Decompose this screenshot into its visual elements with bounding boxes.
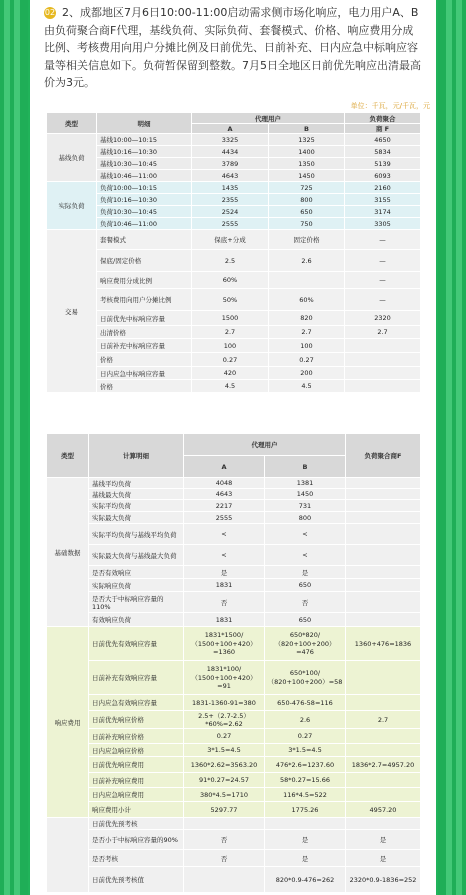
value-cell: 否 (184, 830, 265, 850)
table-row (47, 850, 421, 867)
table-row (47, 744, 421, 757)
value-cell: 1360*2.62=3563.20 (184, 757, 265, 773)
value-cell: 2555 (184, 512, 265, 524)
value-cell: 固定价格 (269, 230, 345, 250)
table-row (47, 230, 421, 250)
row-label-cell: 日前优先中标响应容量 (97, 311, 192, 326)
value-cell: 2217 (184, 500, 265, 512)
value-cell: 731 (265, 500, 346, 512)
row-label-cell: 基线平均负荷 (89, 478, 184, 489)
value-cell: 否 (184, 592, 265, 613)
value-cell: 1381 (265, 478, 346, 489)
row-label-cell: 日前补充响应费用 (89, 773, 184, 788)
table-row (47, 478, 421, 489)
value-cell (346, 500, 421, 512)
value-cell: 3*1.5=4.5 (265, 744, 346, 757)
value-cell: 116*4.5=522 (265, 788, 346, 802)
row-label-cell: 基线最大负荷 (89, 489, 184, 500)
value-cell: 3305 (345, 218, 421, 230)
value-cell (346, 695, 421, 711)
value-cell (269, 272, 345, 289)
row-label-cell: 日前补充响应价格 (89, 729, 184, 744)
table-row (47, 788, 421, 802)
value-cell: 2320 (345, 311, 421, 326)
value-cell: 是 (346, 850, 421, 867)
value-cell (265, 818, 346, 830)
value-cell: 2355 (192, 194, 269, 206)
value-cell: 800 (269, 194, 345, 206)
value-cell: 1325 (269, 134, 345, 146)
row-label-cell: 实际最大负荷与基线最大负荷 (89, 545, 184, 566)
value-cell: 1400 (269, 146, 345, 158)
value-cell: 否 (265, 592, 346, 613)
value-cell: 保底+分成 (192, 230, 269, 250)
row-label-cell: 出清价格 (97, 326, 192, 339)
table-row (47, 592, 421, 613)
row-label-cell: 实际平均负荷 (89, 500, 184, 512)
value-cell: 1836*2.7=4957.20 (346, 757, 421, 773)
table-row (47, 802, 421, 818)
value-cell: 60% (192, 272, 269, 289)
value-cell: 1831 (184, 613, 265, 627)
value-cell: 2320*0.9-1836=252 (346, 867, 421, 893)
table-row (47, 146, 421, 158)
value-cell: 5834 (345, 146, 421, 158)
value-cell (346, 613, 421, 627)
col-header-detail: 计算明细 (89, 434, 184, 478)
value-cell: 1831-1360-91=380 (184, 695, 265, 711)
value-cell: 4.5 (192, 380, 269, 393)
value-cell: 58*0.27=15.66 (265, 773, 346, 788)
table-row (47, 830, 421, 850)
value-cell: 2160 (345, 182, 421, 194)
row-group-label: 响应费用 (47, 627, 89, 818)
row-label-cell: 实际最大负荷 (89, 512, 184, 524)
decor-stripe (14, 0, 20, 895)
value-cell (346, 579, 421, 592)
table-row (47, 627, 421, 661)
row-label-cell: 响应费用分成比例 (97, 272, 192, 289)
value-cell: 4434 (192, 146, 269, 158)
value-cell: 3789 (192, 158, 269, 170)
decor-stripe (456, 0, 462, 895)
row-label-cell: 价格 (97, 380, 192, 393)
value-cell: 是 (265, 830, 346, 850)
value-cell (346, 566, 421, 579)
value-cell: 1450 (265, 489, 346, 500)
value-cell: 380*4.5=1710 (184, 788, 265, 802)
unit-note: 单位：千瓦，元/千瓦，元 (350, 102, 430, 110)
value-cell: 3325 (192, 134, 269, 146)
decor-stripe (446, 0, 452, 895)
table-row (47, 500, 421, 512)
value-cell: 是 (265, 850, 346, 867)
value-cell: 4957.20 (346, 802, 421, 818)
value-cell: 650-476-58=116 (265, 695, 346, 711)
row-label-cell: 日前优先预考核值 (89, 867, 184, 893)
table-row (47, 757, 421, 773)
value-cell: 1775.26 (265, 802, 346, 818)
data-table-2 (46, 433, 421, 893)
table-row (47, 661, 421, 695)
value-cell: 100 (269, 339, 345, 353)
value-cell: 1360+476=1836 (346, 627, 421, 661)
value-cell (346, 744, 421, 757)
row-label-cell: 日前优先有效响应容量 (89, 627, 184, 661)
col-header-agent: 代理用户 (184, 434, 346, 456)
table-row (47, 339, 421, 353)
value-cell: 0.27 (265, 729, 346, 744)
value-cell: 2555 (192, 218, 269, 230)
table-row (47, 579, 421, 592)
table-row (47, 367, 421, 380)
value-cell: 820 (269, 311, 345, 326)
value-cell (346, 729, 421, 744)
row-label-cell: 日前补充中标响应容量 (97, 339, 192, 353)
value-cell (345, 353, 421, 367)
col-header-a: A (192, 124, 269, 134)
col-header-type: 类型 (47, 113, 97, 134)
value-cell (346, 818, 421, 830)
table-row (47, 695, 421, 711)
data-table-1 (46, 112, 421, 393)
row-label-cell: 日前补充有效响应容量 (89, 661, 184, 695)
table-row (47, 194, 421, 206)
value-cell: 476*2.6=1237.60 (265, 757, 346, 773)
col-header-agent: 代理用户 (192, 113, 345, 124)
value-cell: — (345, 272, 421, 289)
row-label-cell: 日前优先预考核 (89, 818, 184, 830)
value-cell: 4650 (345, 134, 421, 146)
row-label-cell: 有效响应负荷 (89, 613, 184, 627)
col-header-aggregator-2: 商 F (345, 124, 421, 134)
table-row (47, 773, 421, 788)
value-cell: 2.5 (192, 250, 269, 272)
row-label-cell: 负荷10:16—10:30 (97, 194, 192, 206)
value-cell: 2524 (192, 206, 269, 218)
value-cell: 3155 (345, 194, 421, 206)
table-row (47, 729, 421, 744)
value-cell: 1450 (269, 170, 345, 182)
value-cell (346, 661, 421, 695)
value-cell: 100 (192, 339, 269, 353)
value-cell (346, 592, 421, 613)
value-cell (184, 867, 265, 893)
col-header-aggregator: 负荷聚合 (345, 113, 421, 124)
row-group-label: 基础数据 (47, 478, 89, 627)
value-cell (346, 545, 421, 566)
row-label-cell: 日前优先响应费用 (89, 757, 184, 773)
value-cell (345, 380, 421, 393)
row-group-label: 实际负荷 (47, 182, 97, 230)
intro-paragraph (44, 4, 424, 92)
value-cell: 否 (184, 850, 265, 867)
value-cell: 0.27 (269, 353, 345, 367)
row-label-cell: 负荷10:46—11:00 (97, 218, 192, 230)
table-row (47, 158, 421, 170)
table-row (47, 289, 421, 311)
value-cell: 2.7 (346, 711, 421, 729)
row-label-cell: 负荷10:30—10:45 (97, 206, 192, 218)
table-row (47, 818, 421, 830)
value-cell: 2.6 (265, 711, 346, 729)
table-row (47, 512, 421, 524)
row-label-cell: 实际响应负荷 (89, 579, 184, 592)
value-cell (184, 818, 265, 830)
number-badge: 02 (44, 8, 56, 17)
row-label-cell: 是否有效响应 (89, 566, 184, 579)
row-label-cell: 是否小于中标响应容量的90% (89, 830, 184, 850)
table-row (47, 711, 421, 729)
value-cell: 650 (265, 613, 346, 627)
value-cell: 3174 (345, 206, 421, 218)
table-row (47, 613, 421, 627)
row-label-cell: 基线10:00—10:15 (97, 134, 192, 146)
row-label-cell: 套餐模式 (97, 230, 192, 250)
row-label-cell: 日内应急响应费用 (89, 788, 184, 802)
value-cell: 420 (192, 367, 269, 380)
decor-stripe (4, 0, 10, 895)
table-row (47, 206, 421, 218)
value-cell (345, 339, 421, 353)
value-cell: 2.7 (192, 326, 269, 339)
value-cell: 2.7 (269, 326, 345, 339)
value-cell: 3*1.5=4.5 (184, 744, 265, 757)
value-cell: < (184, 524, 265, 545)
value-cell (346, 478, 421, 489)
value-cell: 725 (269, 182, 345, 194)
value-cell: 2.7 (345, 326, 421, 339)
value-cell (346, 788, 421, 802)
value-cell (346, 489, 421, 500)
value-cell: 5139 (345, 158, 421, 170)
value-cell (346, 773, 421, 788)
table-row (47, 134, 421, 146)
table-row (47, 489, 421, 500)
row-label-cell: 日内应急有效响应容量 (89, 695, 184, 711)
row-label-cell: 日前优先响应价格 (89, 711, 184, 729)
value-cell: < (265, 524, 346, 545)
row-label-cell: 负荷10:00—10:15 (97, 182, 192, 194)
value-cell: 0.27 (184, 729, 265, 744)
value-cell: 1500 (192, 311, 269, 326)
value-cell (346, 512, 421, 524)
value-cell: 1831*100/（1500+100+420）=91 (184, 661, 265, 695)
table-row (47, 311, 421, 326)
table-row (47, 353, 421, 367)
table-row (47, 566, 421, 579)
value-cell: 200 (269, 367, 345, 380)
row-label-cell: 基线10:30—10:45 (97, 158, 192, 170)
value-cell: 4.5 (269, 380, 345, 393)
table-row (47, 272, 421, 289)
value-cell (345, 367, 421, 380)
value-cell: 650 (269, 206, 345, 218)
row-label-cell: 实际平均负荷与基线平均负荷 (89, 524, 184, 545)
value-cell: < (184, 545, 265, 566)
row-label-cell: 是否大于中标响应容量的110% (89, 592, 184, 613)
col-header-aggregator: 负荷聚合商F (346, 434, 421, 478)
value-cell: 4643 (184, 489, 265, 500)
row-label-cell: 价格 (97, 353, 192, 367)
table-row (47, 326, 421, 339)
col-header-detail: 明细 (97, 113, 192, 134)
row-label-cell: 是否考核 (89, 850, 184, 867)
table-row (47, 218, 421, 230)
row-group-label: 基线负荷 (47, 134, 97, 182)
row-group-label (47, 818, 89, 893)
col-header-a: A (184, 456, 265, 478)
table-row (47, 182, 421, 194)
value-cell: 0.27 (192, 353, 269, 367)
value-cell: 60% (269, 289, 345, 311)
value-cell: 5297.77 (184, 802, 265, 818)
value-cell (346, 524, 421, 545)
value-cell: 是 (265, 566, 346, 579)
table-row (47, 545, 421, 566)
value-cell: 6093 (345, 170, 421, 182)
value-cell: 2.6 (269, 250, 345, 272)
value-cell: 650*100/（820+100+200）=58 (265, 661, 346, 695)
value-cell: 1831 (184, 579, 265, 592)
table-row (47, 170, 421, 182)
value-cell: < (265, 545, 346, 566)
col-header-b: B (265, 456, 346, 478)
row-group-label: 交易 (47, 230, 97, 393)
col-header-b: B (269, 124, 345, 134)
row-label-cell: 基线10:46—11:00 (97, 170, 192, 182)
value-cell: 650 (265, 579, 346, 592)
row-label-cell: 日内应急中标响应容量 (97, 367, 192, 380)
table-row (47, 867, 421, 893)
value-cell: — (345, 250, 421, 272)
table-row (47, 380, 421, 393)
value-cell: 91*0.27=24.57 (184, 773, 265, 788)
row-label-cell: 基线10:16—10:30 (97, 146, 192, 158)
value-cell: 750 (269, 218, 345, 230)
value-cell: — (345, 230, 421, 250)
row-label-cell: 保底/固定价格 (97, 250, 192, 272)
value-cell: 650*820/（820+100+200）=476 (265, 627, 346, 661)
value-cell: 是 (346, 830, 421, 850)
value-cell: 1831*1500/（1500+100+420）=1360 (184, 627, 265, 661)
col-header-type: 类型 (47, 434, 89, 478)
value-cell: 4048 (184, 478, 265, 489)
table-row (47, 250, 421, 272)
value-cell: — (345, 289, 421, 311)
row-label-cell: 考核费用向用户分摊比例 (97, 289, 192, 311)
value-cell: 4643 (192, 170, 269, 182)
row-label-cell: 日内应急响应价格 (89, 744, 184, 757)
table-row (47, 524, 421, 545)
row-label-cell: 响应费用小计 (89, 802, 184, 818)
value-cell: 1435 (192, 182, 269, 194)
value-cell: 820*0.9-476=262 (265, 867, 346, 893)
value-cell: 是 (184, 566, 265, 579)
value-cell: 50% (192, 289, 269, 311)
value-cell: 2.5+（2.7-2.5）*60%=2.62 (184, 711, 265, 729)
value-cell: 800 (265, 512, 346, 524)
intro-text: 2、成都地区7月6日10:00-11:00启动需求侧市场化响应，电力用户A、B由负荷聚合商F代理，基线负荷、实际负荷、套餐模式、价格、响应费用分成比例、考核费用向用户分摊比例及日前优先、日前补充、日内应急中标响应容量等相关信息如下。负荷暂保留到整数。7月5日全地区日前优先响应出清最高价为3元。 (44, 6, 421, 90)
value-cell: 1350 (269, 158, 345, 170)
